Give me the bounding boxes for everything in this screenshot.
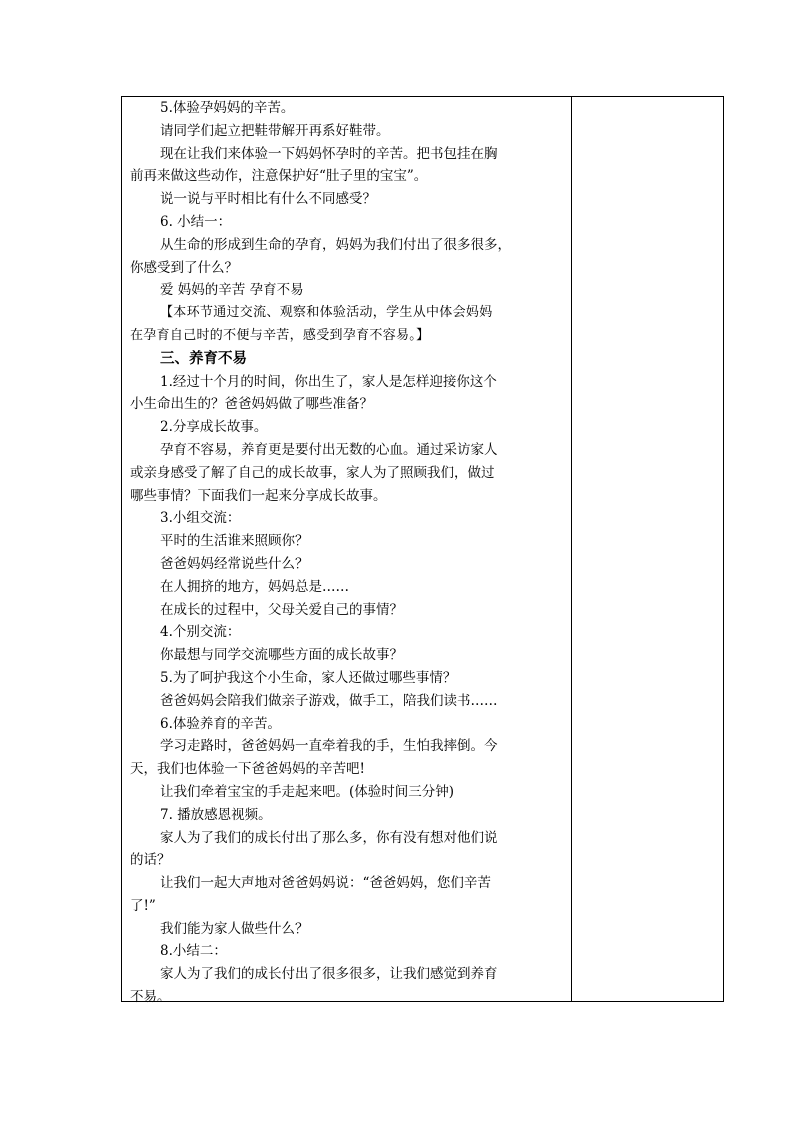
text-line: 6.体验养育的辛苦。 [160,715,281,732]
text-line: 在成长的过程中，父母关爱自己的事情？ [160,601,403,618]
text-line: 哪些事情？下面我们一起来分享成长故事。 [130,487,387,504]
text-line: 你感受到了什么？ [130,259,238,276]
text-line: 4.个别交流： [160,624,241,641]
text-line: 请同学们起立把鞋带解开再系好鞋带。 [160,122,390,139]
notes-cell [572,97,723,1001]
text-line: 家人为了我们的成长付出了那么多，你有没有想对他们说 [160,829,498,846]
text-line: 从生命的形成到生命的孕育，妈妈为我们付出了很多很多， [160,236,511,253]
lesson-table [121,96,724,1006]
text-line: 平时的生活谁来照顾你？ [160,533,309,550]
teaching-note-line: 【本环节通过交流、观察和体验活动，学生从中体会妈妈 [160,305,493,321]
text-line: 8.小结二： [160,943,227,960]
text-line: 1.经过十个月的时间，你出生了，家人是怎样迎接你这个 [160,373,497,390]
text-line: 让我们牵着宝宝的手走起来吧。(体验时间三分钟) [160,783,455,800]
text-line: 5.体验孕妈妈的辛苦。 [160,100,295,116]
text-line: 孕育不容易，养育更是要付出无数的心血。通过采访家人 [160,441,498,458]
text-line: 前再来做这些动作，注意保护好“肚子里的宝宝”。 [130,168,428,185]
section-heading: 三、养育不易 [160,349,247,367]
text-line: 爸爸妈妈经常说些什么？ [160,555,309,572]
text-line: 2.分享成长故事。 [160,419,268,436]
text-line: 小生命出生的？爸爸妈妈做了哪些准备？ [130,396,373,413]
text-line: 现在让我们来体验一下妈妈怀孕时的辛苦。把书包挂在胸 [160,145,498,162]
text-line: 天，我们也体验一下爸爸妈妈的辛苦吧! [130,761,365,778]
text-line: 7. 播放感恩视频。 [160,806,272,823]
text-line: 不易。 [130,989,171,1006]
text-line: 说一说与平时相比有什么不同感受？ [160,191,376,208]
text-line: 让我们一起大声地对爸爸妈妈说：“爸爸妈妈，您们辛苦 [160,875,491,892]
text-line: 家人为了我们的成长付出了很多很多，让我们感觉到养育 [160,966,498,983]
lesson-content-cell [130,97,566,1009]
text-line: 或亲身感受了解了自己的成长故事，家人为了照顾我们，做过 [130,464,495,481]
text-line: 我们能为家人做些什么？ [160,920,309,937]
text-line: 学习走路时，爸爸妈妈一直牵着我的手，生怕我摔倒。今 [160,738,498,755]
text-line: 爱 妈妈的辛苦 孕育不易 [160,282,304,299]
text-line: 5.为了呵护我这个小生命，家人还做过哪些事情？ [160,669,457,686]
teaching-note-line: 在孕育自己时的不便与辛苦，感受到孕育不容易。】 [130,327,430,343]
text-line: 3.小组交流： [160,510,241,527]
text-line: 在人拥挤的地方，妈妈总是…… [160,578,349,595]
text-line: 了!” [130,897,156,914]
text-line: 的话？ [130,852,171,869]
text-line: 你最想与同学交流哪些方面的成长故事？ [160,647,403,664]
text-line: 6. 小结一： [160,213,232,230]
text-line: 爸爸妈妈会陪我们做亲子游戏，做手工，陪我们读书…… [160,692,498,709]
